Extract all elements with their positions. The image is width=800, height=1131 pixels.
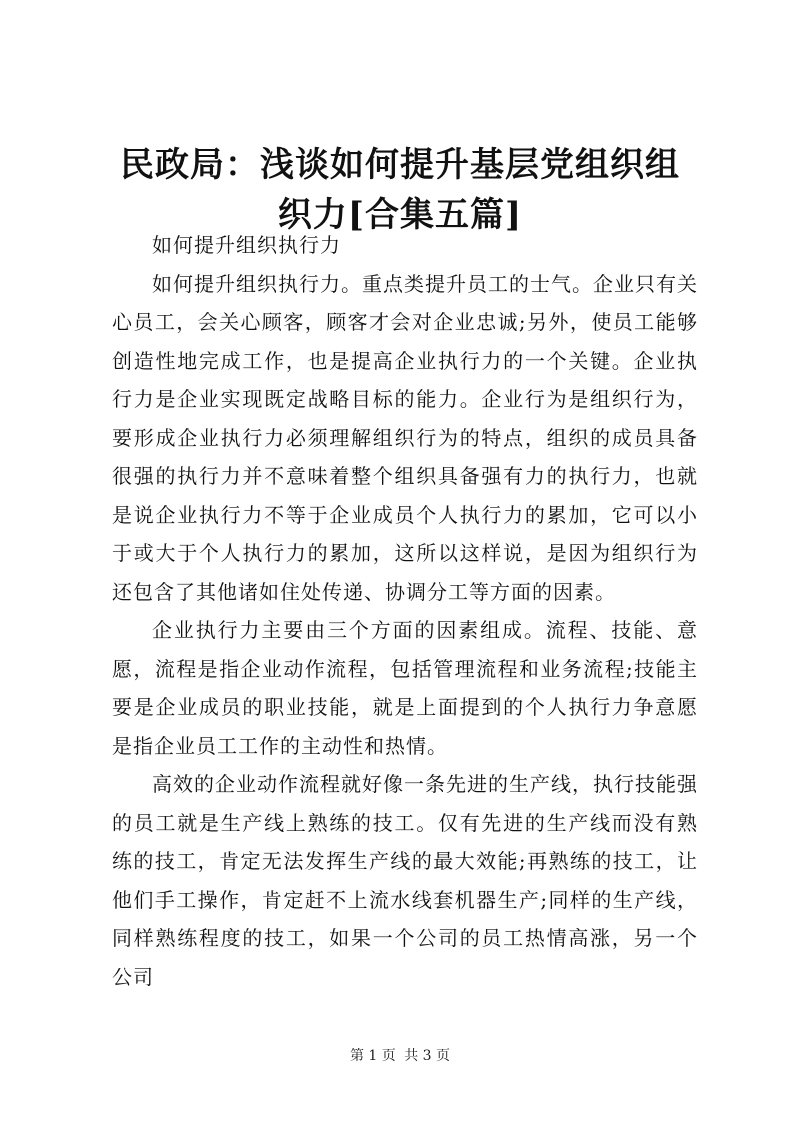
page-footer xyxy=(0,1046,800,1066)
document-body xyxy=(112,226,698,996)
body-paragraph: 企业执行力主要由三个方面的因素组成。流程、技能、意愿，流程是指企业动作流程，包括管理流程和业务流程;技能主要是企业成员的职业技能，就是上面提到的个人执行力争意愿是指企业员工工作的主动性和热情。 xyxy=(112,618,698,758)
body-paragraph: 高效的企业动作流程就好像一条先进的生产线，执行技能强的员工就是生产线上熟练的技工。仅有先进的生产线而没有熟练的技工，肯定无法发挥生产线的最大效能;再熟练的技工，让他们手工操作，肯定赶不上流水线套机器生产;同样的生产线，同样熟练程度的技工，如果一个公司的员工热情高涨，另一个公司 xyxy=(112,772,698,989)
section-heading: 如何提升组织执行力 xyxy=(152,233,341,257)
document-title: 民政局：浅谈如何提升基层党组织组织力[合集五篇] xyxy=(120,145,680,235)
page-total: 共 3 页 xyxy=(404,1048,451,1064)
page-number: 第 1 页 xyxy=(349,1048,396,1064)
body-paragraph: 如何提升组织执行力。重点类提升员工的士气。企业只有关心员工，会关心顾客，顾客才会对企业忠诚;另外，使员工能够创造性地完成工作，也是提高企业执行力的一个关键。企业执行力是企业实现既定战略目标的能力。企业行为是组织行为，要形成企业执行力必须理解组织行为的特点，组织的成员具备很强的执行力并不意味着整个组织具备强有力的执行力，也就是说企业执行力不等于企业成员个人执行力的累加，它可以小于或大于个人执行力的累加，这所以这样说，是因为组织行为还包含了其他诸如住处传递、协调分工等方面的因素。 xyxy=(112,271,698,604)
